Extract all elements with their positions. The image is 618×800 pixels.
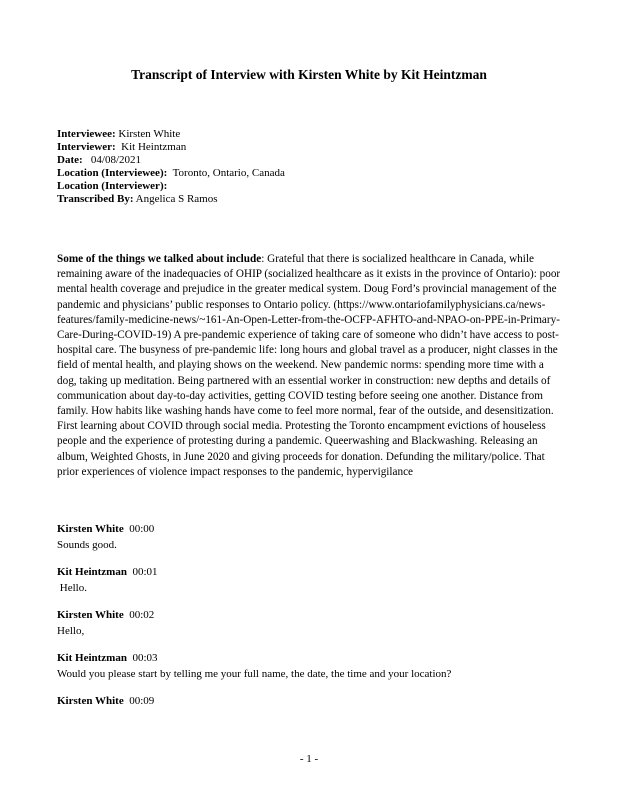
dialogue-entry [57,608,561,639]
dialogue-entry-header [57,522,561,538]
metadata-label: Interviewee: [57,128,116,140]
dialogue-entry-text: Would you please start by telling me your full name, the date, the time and your location? [57,667,452,680]
metadata-row-location-interviewee [57,167,561,180]
page-number: - 1 - [299,753,319,765]
speaker-name: Kirsten White [57,523,124,536]
metadata-value: Toronto, Ontario, Canada [167,167,285,179]
dialogue-entry-header [57,565,561,581]
metadata-row-location-interviewer [57,180,561,193]
metadata-label: Date: [57,154,83,166]
dialogue-entry [57,694,561,710]
timestamp: 00:09 [123,695,155,708]
metadata-row-transcribed-by [57,193,561,206]
metadata-label: Interviewer: [57,141,116,153]
dialogue-entry [57,522,561,553]
metadata-label: Location (Interviewer): [57,180,168,192]
page-title: Transcript of Interview with Kirsten White by Kit Heintzman [131,67,487,82]
metadata-value: 04/08/2021 [82,154,142,166]
metadata-value: Kit Heintzman [115,141,187,153]
metadata-row-interviewer [57,141,561,154]
dialogue-entry-text: Sounds good. [57,538,117,551]
metadata-block [57,128,561,206]
dialogue-entry-header [57,694,561,710]
metadata-value: Kirsten White [115,128,181,140]
dialogue-entry [57,651,561,682]
metadata-row-interviewee [57,128,561,141]
timestamp: 00:02 [123,609,155,622]
metadata-row-date [57,154,561,167]
speaker-name: Kit Heintzman [57,652,127,665]
summary-paragraph [57,252,561,480]
dialogue-entry-text: Hello. [57,581,87,594]
dialogue-section [57,522,561,710]
summary-body-text: : Grateful that there is socialized healthcare in Canada, while remaining aware of the inadequacies of OHIP (socialized healthcare as it exists in the province of Ontario): poor mental health coverage and prejudice in the greater medical system. Doug Ford’s provincial management of the pandemic and physicians’ public responses to Ontario policy. (https://www.ontariofamilyphysicians.ca/news-features/family-medicine-news/~161-An-Open-Letter-from-the-OCFP-AFHTO-and-NPAO-on-PPE-in-Primary-Care-During-COVID-19) A pre-pandemic experience of taking care of someone who didn’t have access to post-hospital care. The busyness of pre-pandemic life: long hours and global travel as a producer, night classes in the field of mental health, and playing shows on the weekend. New pandemic norms: spending more time with a dog, taking up meditation. Being partnered with an essential worker in construction: new depths and details of communication about day-to-day activities, getting COVID testing before seeing one another. Distance from family. How habits like washing hands have come to feel more normal, fear of the outside, and desensitization. First learning about COVID through social media. Protesting the Toronto encampment evictions of houseless people and the experience of protesting during a pandemic. Queerwashing and Blackwashing. Releasing an album, Weighted Ghosts, in June 2020 and giving proceeds for donation. Defunding the military/police. That prior experiences of violence impact responses to the pandemic, hypervigilance [57,253,563,478]
metadata-value: Angelica S Ramos [133,193,218,205]
timestamp: 00:00 [123,523,155,536]
speaker-name: Kirsten White [57,695,124,708]
summary-lead-text: Some of the things we talked about include [57,253,262,265]
speaker-name: Kit Heintzman [57,566,127,579]
metadata-label: Transcribed By: [57,193,134,205]
timestamp: 00:01 [126,566,158,579]
dialogue-entry-header [57,608,561,624]
dialogue-entry-header [57,651,561,667]
metadata-label: Location (Interviewee): [57,167,168,179]
dialogue-entry-text: Hello, [57,624,85,637]
speaker-name: Kirsten White [57,609,124,622]
timestamp: 00:03 [126,652,158,665]
dialogue-entry [57,565,561,596]
